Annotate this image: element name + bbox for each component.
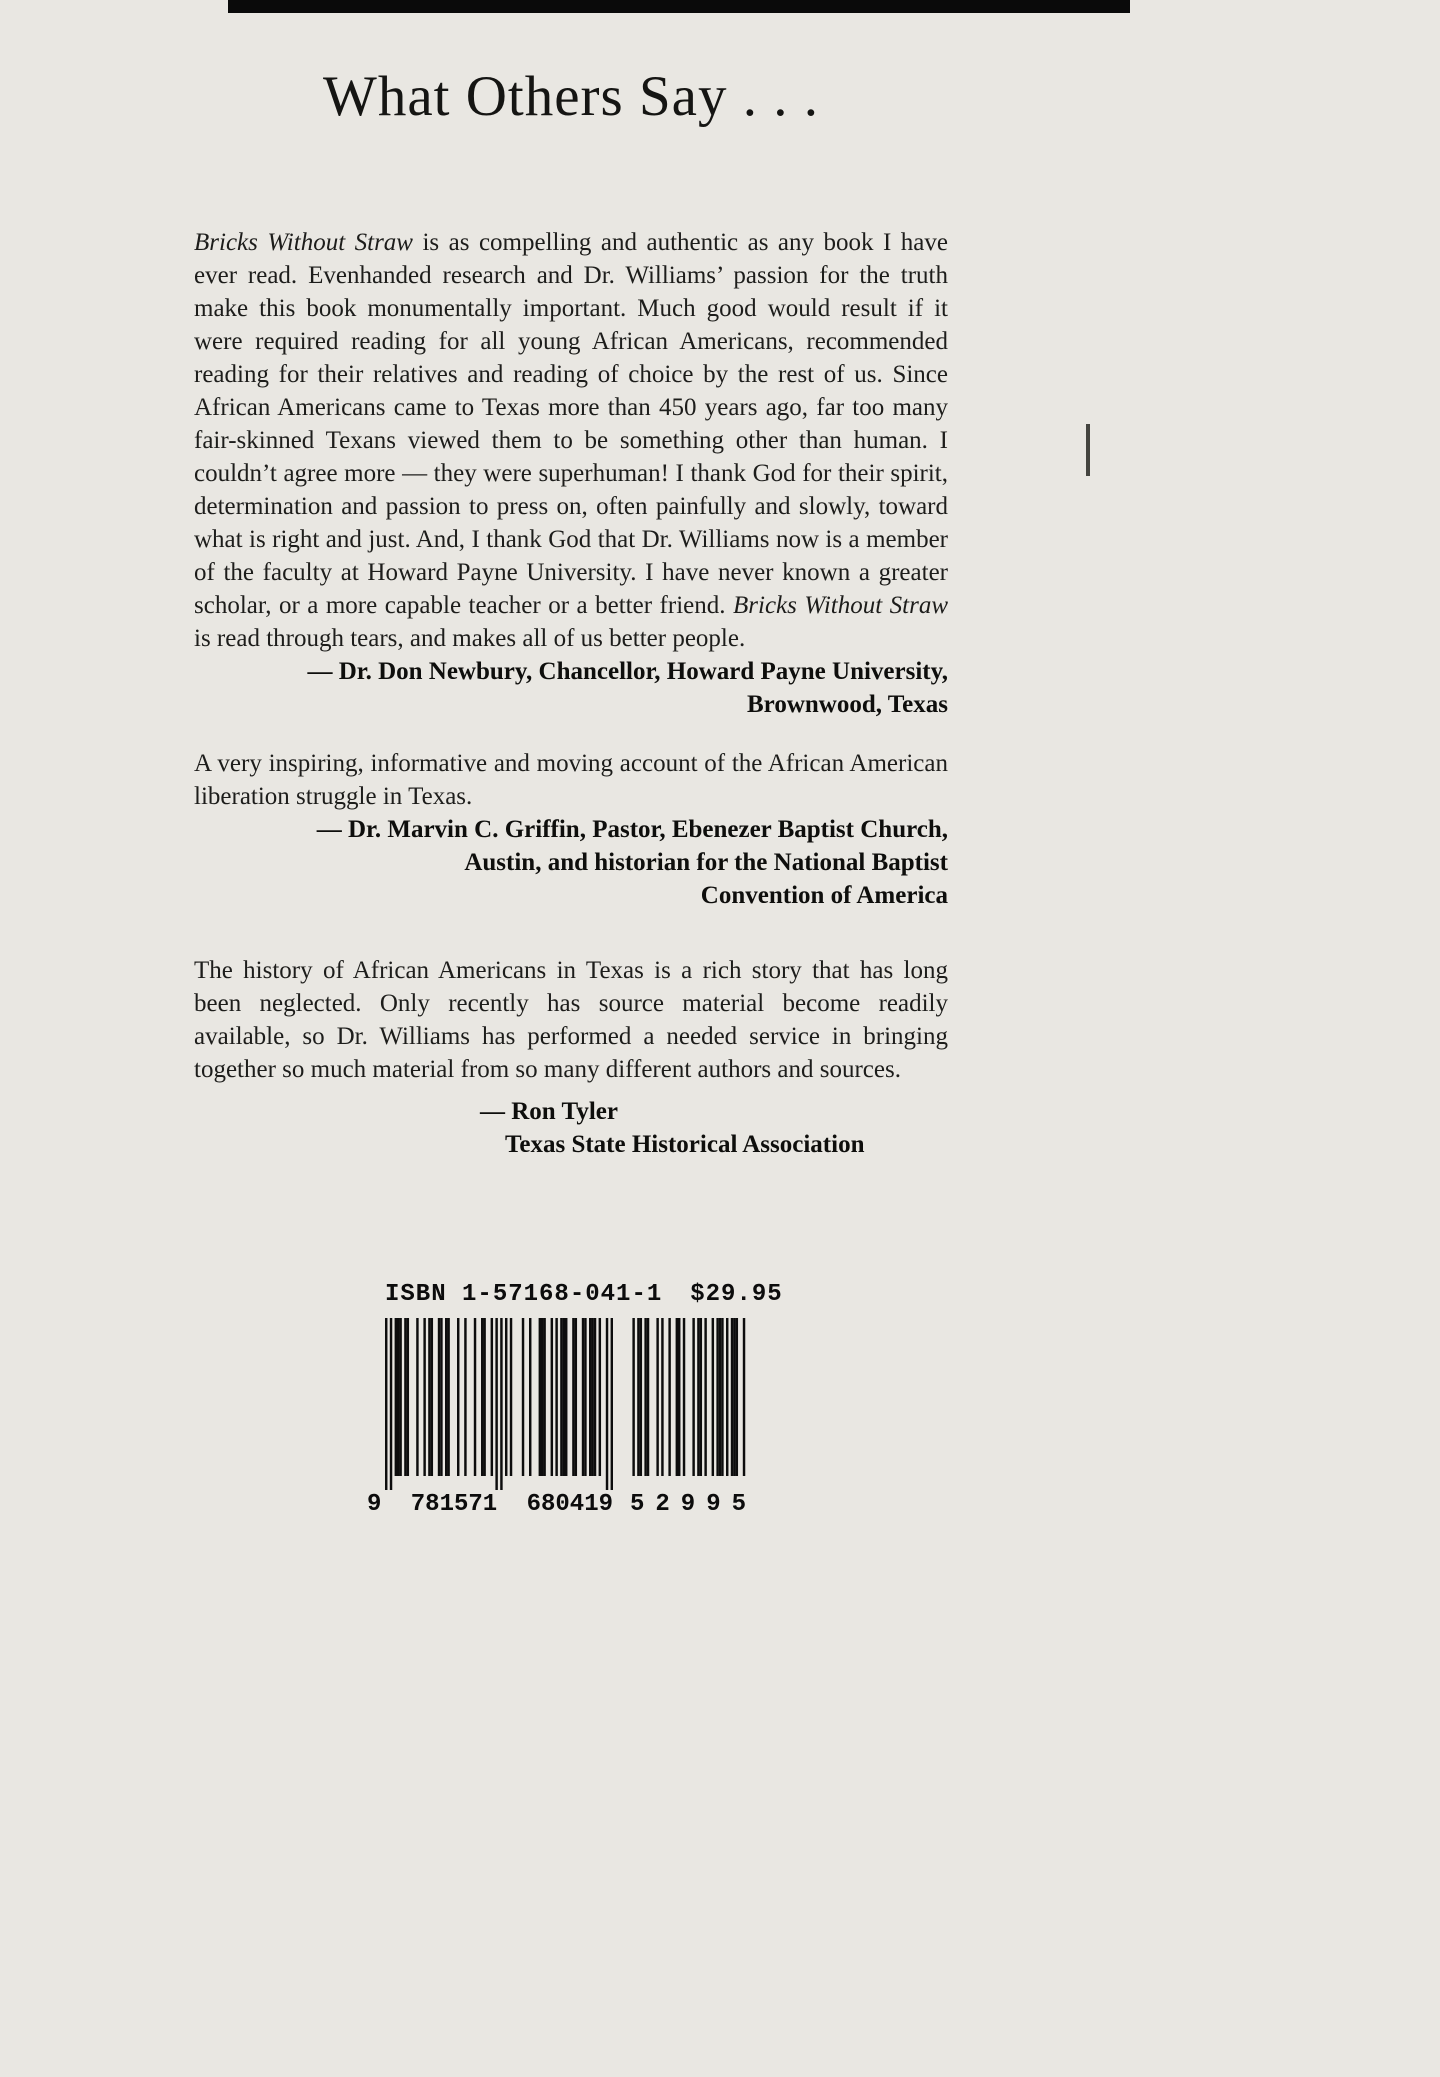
page-title: What Others Say . . . bbox=[323, 65, 819, 128]
ean13-digit-group: 9 bbox=[367, 1491, 382, 1518]
testimonial-text-part: is read through tears, and makes all of us better people. bbox=[194, 625, 746, 652]
testimonial-newbury-text bbox=[194, 226, 948, 655]
barcodes bbox=[367, 1318, 783, 1518]
price-label: $29.95 bbox=[690, 1281, 783, 1308]
attribution-line: Convention of America bbox=[700, 882, 948, 909]
testimonial-newbury bbox=[194, 226, 948, 721]
testimonial-tyler bbox=[194, 954, 948, 1161]
ean5-digits: 52995 bbox=[630, 1491, 758, 1518]
ean5-barcode bbox=[630, 1318, 757, 1518]
ean13-bars bbox=[385, 1318, 613, 1490]
attribution-line: — Ron Tyler bbox=[480, 1098, 618, 1125]
testimonial-text-part: is as compelling and authentic as any book I have ever read. Evenhanded research and Dr. Williams’ passion for the truth make this book monumentally important. Much good would result if it were required reading for all young African Americans, recommended reading for their relatives and reading of choice by the rest of us. Since African Americans came to Texas more than 450 years ago, far too many fair-skinned Texans viewed them to be something other than human. I couldn’t agree more — they were superhuman! I thank God for their spirit, determination and passion to press on, often painfully and slowly, toward what is right and just. And, I thank God that Dr. Williams now is a member of the faculty at Howard Payne University. I have never known a greater scholar, or a more capable teacher or a better friend. bbox=[194, 229, 949, 619]
attribution-newbury bbox=[194, 655, 948, 721]
testimonial-tyler-text: The history of African Americans in Texas is a rich story that has long been neglected. Only recently has source material become readily available, so Dr. Williams has performed a needed service in bringing together so much material from so many different authors and sources. bbox=[194, 957, 948, 1083]
attribution-line: Brownwood, Texas bbox=[747, 691, 948, 718]
ean13-digit-group: 680419 bbox=[526, 1491, 613, 1518]
isbn-block bbox=[367, 1281, 783, 1518]
testimonial-griffin bbox=[194, 747, 948, 912]
ean13-barcode bbox=[367, 1318, 613, 1518]
attribution-line: — Dr. Don Newbury, Chancellor, Howard Payne University, bbox=[307, 658, 948, 685]
ean13-digit-group: 781571 bbox=[410, 1491, 498, 1518]
isbn-label: ISBN 1-57168-041-1 bbox=[385, 1281, 663, 1308]
attribution-line: Texas State Historical Association bbox=[505, 1131, 865, 1158]
ean5-bars bbox=[630, 1318, 746, 1476]
scan-edge-artifact bbox=[1086, 424, 1090, 476]
testimonials-column bbox=[194, 226, 948, 1187]
attribution-tyler bbox=[480, 1095, 948, 1161]
ean13-digits bbox=[367, 1491, 613, 1518]
attribution-griffin bbox=[194, 813, 948, 912]
attribution-line: — Dr. Marvin C. Griffin, Pastor, Ebenezer Baptist Church, bbox=[316, 816, 948, 843]
book-title-italic: Bricks Without Straw bbox=[733, 592, 948, 619]
attribution-line: Austin, and historian for the National Baptist bbox=[464, 849, 948, 876]
book-title-italic: Bricks Without Straw bbox=[194, 229, 413, 256]
top-edge-bar bbox=[228, 0, 1130, 13]
testimonial-griffin-text: A very inspiring, informative and moving account of the African American liberation struggle in Texas. bbox=[194, 750, 948, 810]
isbn-line bbox=[385, 1281, 783, 1308]
